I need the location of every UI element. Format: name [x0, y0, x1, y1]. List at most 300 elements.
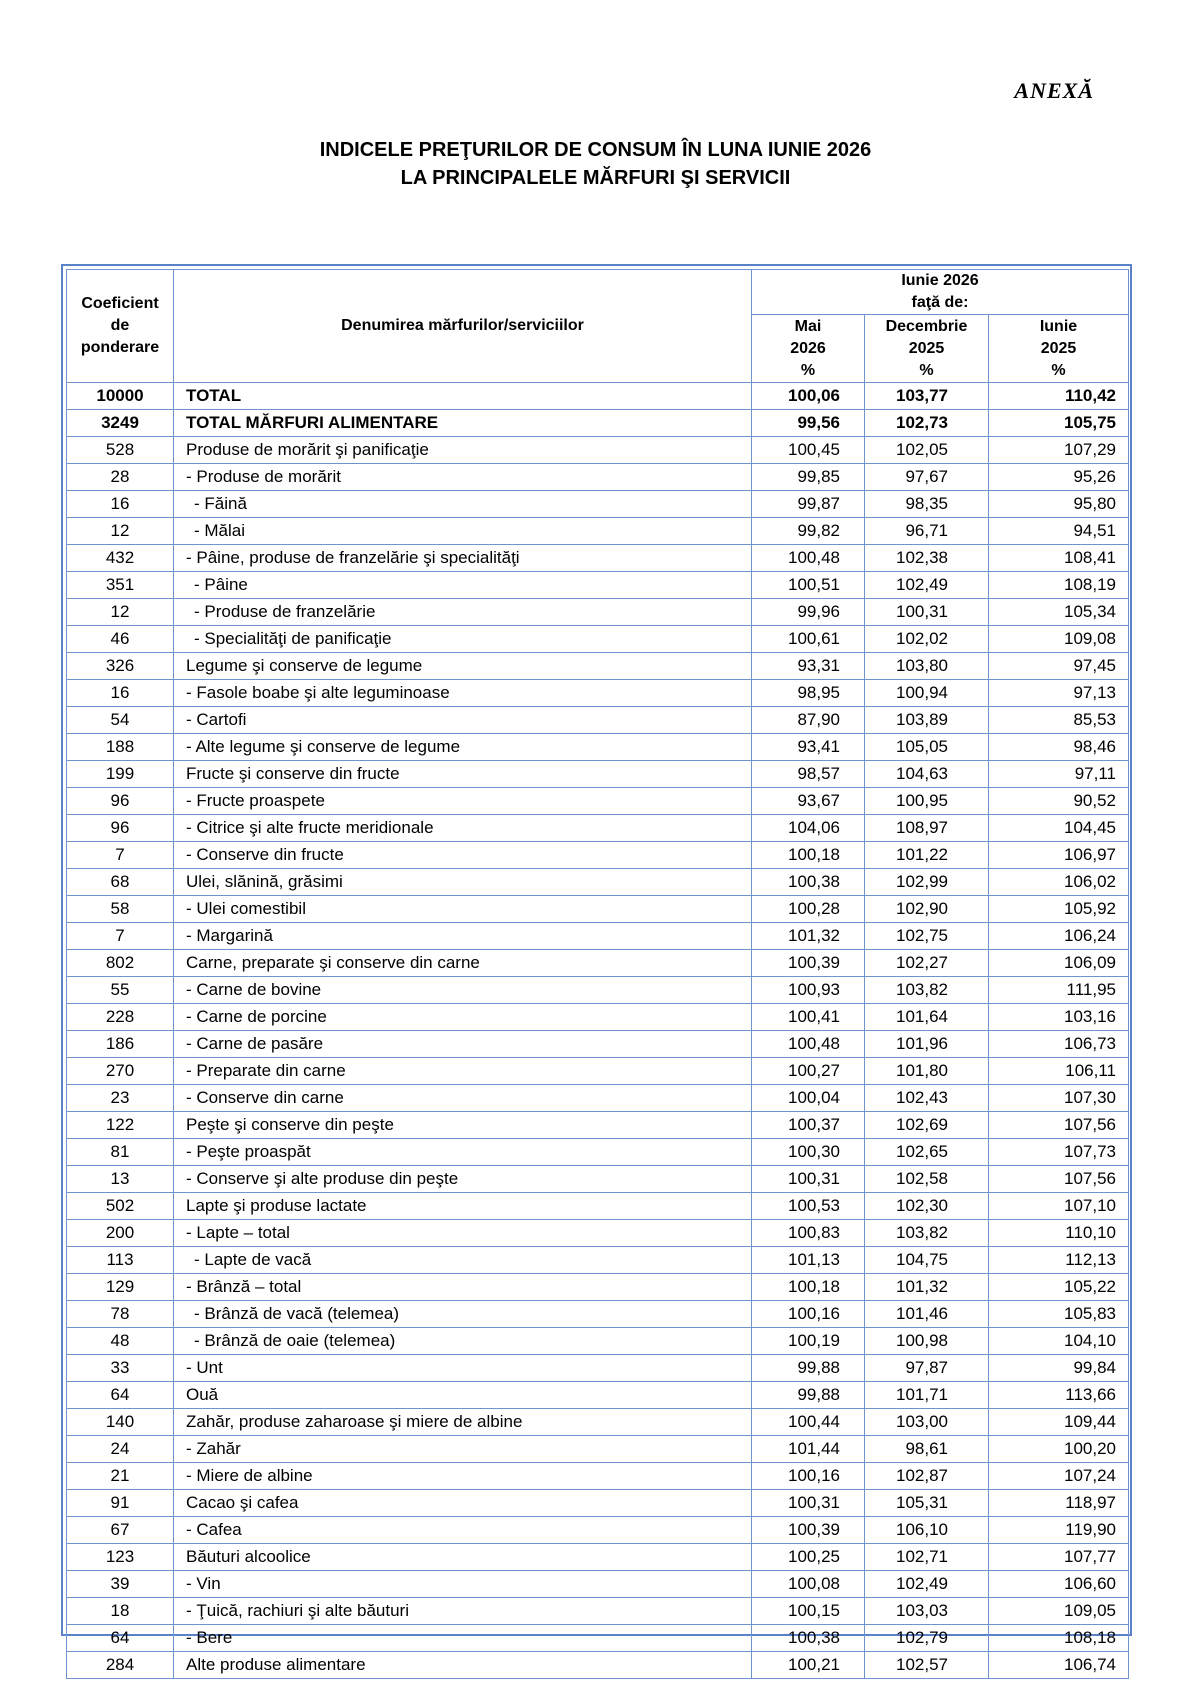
index-june-cell: 105,92: [989, 896, 1129, 923]
index-december-cell: 102,65: [865, 1139, 989, 1166]
header-col-december: [865, 315, 989, 383]
title-line-1: INDICELE PREŢURILOR DE CONSUM ÎN LUNA IUNIE 2026: [319, 139, 872, 161]
index-june-cell: 107,29: [989, 437, 1129, 464]
index-june-cell: 105,83: [989, 1301, 1129, 1328]
index-may-cell: 100,61: [752, 626, 865, 653]
header-col-june-line-2: 2025: [1040, 339, 1077, 357]
weight-cell: 18: [67, 1598, 174, 1625]
index-june-cell: 106,24: [989, 923, 1129, 950]
weight-cell: 432: [67, 545, 174, 572]
index-may-cell: 100,25: [752, 1544, 865, 1571]
header-col-june-line-1: Iunie: [1039, 317, 1078, 335]
index-december-cell: 102,30: [865, 1193, 989, 1220]
index-may-cell: 100,31: [752, 1490, 865, 1517]
table-row: [67, 1247, 1129, 1274]
index-december-cell: 104,63: [865, 761, 989, 788]
index-may-cell: 100,44: [752, 1409, 865, 1436]
index-may-cell: 100,18: [752, 1274, 865, 1301]
item-name-cell: - Fructe proaspete: [174, 788, 752, 815]
table-row: [67, 896, 1129, 923]
index-june-cell: 107,73: [989, 1139, 1129, 1166]
index-june-cell: 105,75: [989, 410, 1129, 437]
index-may-cell: 100,39: [752, 950, 865, 977]
index-june-cell: 100,20: [989, 1436, 1129, 1463]
index-december-cell: 103,80: [865, 653, 989, 680]
weight-cell: 200: [67, 1220, 174, 1247]
item-name-cell: - Carne de bovine: [174, 977, 752, 1004]
index-may-cell: 100,28: [752, 896, 865, 923]
weight-cell: 91: [67, 1490, 174, 1517]
item-name-cell: - Brânză – total: [174, 1274, 752, 1301]
weight-cell: 12: [67, 599, 174, 626]
index-december-cell: 102,90: [865, 896, 989, 923]
item-name-cell: - Cafea: [174, 1517, 752, 1544]
item-name-cell: - Ulei comestibil: [174, 896, 752, 923]
table-row: [67, 1004, 1129, 1031]
index-december-cell: 97,67: [865, 464, 989, 491]
item-name-cell: - Brânză de vacă (telemea): [174, 1301, 752, 1328]
index-december-cell: 102,58: [865, 1166, 989, 1193]
table-row: [67, 1328, 1129, 1355]
index-june-cell: 105,22: [989, 1274, 1129, 1301]
item-name-cell: - Pâine, produse de franzelărie şi specialităţi: [174, 545, 752, 572]
index-may-cell: 100,16: [752, 1301, 865, 1328]
item-name-cell: Carne, preparate şi conserve din carne: [174, 950, 752, 977]
header-col-june: [989, 315, 1129, 383]
index-may-cell: 100,15: [752, 1598, 865, 1625]
header-weight-line-2: de: [110, 317, 130, 334]
item-name-cell: Alte produse alimentare: [174, 1652, 752, 1679]
index-june-cell: 107,30: [989, 1085, 1129, 1112]
item-name-cell: - Miere de albine: [174, 1463, 752, 1490]
weight-cell: 10000: [67, 383, 174, 410]
item-name-cell: - Zahăr: [174, 1436, 752, 1463]
index-december-cell: 102,73: [865, 410, 989, 437]
weight-cell: 64: [67, 1382, 174, 1409]
index-may-cell: 100,39: [752, 1517, 865, 1544]
index-june-cell: 99,84: [989, 1355, 1129, 1382]
item-name-cell: - Preparate din carne: [174, 1058, 752, 1085]
index-may-cell: 99,87: [752, 491, 865, 518]
index-may-cell: 100,16: [752, 1463, 865, 1490]
item-name-cell: - Citrice şi alte fructe meridionale: [174, 815, 752, 842]
index-december-cell: 103,89: [865, 707, 989, 734]
table-row: [67, 1058, 1129, 1085]
table-row: [67, 572, 1129, 599]
index-june-cell: 95,80: [989, 491, 1129, 518]
index-june-cell: 119,90: [989, 1517, 1129, 1544]
weight-cell: 54: [67, 707, 174, 734]
index-december-cell: 98,61: [865, 1436, 989, 1463]
index-may-cell: 99,85: [752, 464, 865, 491]
index-june-cell: 95,26: [989, 464, 1129, 491]
item-name-cell: - Cartofi: [174, 707, 752, 734]
index-may-cell: 100,18: [752, 842, 865, 869]
index-june-cell: 109,05: [989, 1598, 1129, 1625]
table-row: [67, 545, 1129, 572]
header-name: Denumirea mărfurilor/serviciilor: [174, 270, 752, 383]
index-december-cell: 101,71: [865, 1382, 989, 1409]
index-june-cell: 106,74: [989, 1652, 1129, 1679]
item-name-cell: - Vin: [174, 1571, 752, 1598]
index-june-cell: 90,52: [989, 788, 1129, 815]
item-name-cell: - Mălai: [174, 518, 752, 545]
item-name-cell: - Alte legume şi conserve de legume: [174, 734, 752, 761]
table-row: [67, 1274, 1129, 1301]
weight-cell: 140: [67, 1409, 174, 1436]
weight-cell: 186: [67, 1031, 174, 1058]
header-col-may-line-2: 2026: [790, 339, 826, 357]
weight-cell: 46: [67, 626, 174, 653]
index-may-cell: 100,45: [752, 437, 865, 464]
index-may-cell: 87,90: [752, 707, 865, 734]
index-june-cell: 94,51: [989, 518, 1129, 545]
index-june-cell: 85,53: [989, 707, 1129, 734]
weight-cell: 123: [67, 1544, 174, 1571]
table-row: [67, 1139, 1129, 1166]
weight-cell: 284: [67, 1652, 174, 1679]
weight-cell: 199: [67, 761, 174, 788]
index-may-cell: 100,06: [752, 383, 865, 410]
index-december-cell: 102,02: [865, 626, 989, 653]
index-december-cell: 105,31: [865, 1490, 989, 1517]
index-december-cell: 100,98: [865, 1328, 989, 1355]
index-december-cell: 102,57: [865, 1652, 989, 1679]
index-june-cell: 112,13: [989, 1247, 1129, 1274]
index-december-cell: 103,77: [865, 383, 989, 410]
weight-cell: 502: [67, 1193, 174, 1220]
index-june-cell: 106,73: [989, 1031, 1129, 1058]
item-name-cell: - Brânză de oaie (telemea): [174, 1328, 752, 1355]
weight-cell: 28: [67, 464, 174, 491]
item-name-cell: - Carne de pasăre: [174, 1031, 752, 1058]
index-june-cell: 107,56: [989, 1112, 1129, 1139]
weight-cell: 270: [67, 1058, 174, 1085]
index-may-cell: 99,88: [752, 1355, 865, 1382]
index-may-cell: 100,08: [752, 1571, 865, 1598]
table-row: [67, 923, 1129, 950]
weight-cell: 7: [67, 842, 174, 869]
weight-cell: 55: [67, 977, 174, 1004]
header-weight: [67, 270, 174, 383]
item-name-cell: Produse de morărit şi panificaţie: [174, 437, 752, 464]
index-may-cell: 100,04: [752, 1085, 865, 1112]
index-december-cell: 101,64: [865, 1004, 989, 1031]
table-row: [67, 626, 1129, 653]
table-row: [67, 1301, 1129, 1328]
index-june-cell: 111,95: [989, 977, 1129, 1004]
header-col-december-line-1: Decembrie: [885, 317, 968, 335]
index-may-cell: 100,37: [752, 1112, 865, 1139]
header-col-may-line-3: %: [800, 361, 816, 379]
weight-cell: 13: [67, 1166, 174, 1193]
index-december-cell: 102,75: [865, 923, 989, 950]
index-may-cell: 100,93: [752, 977, 865, 1004]
index-june-cell: 107,24: [989, 1463, 1129, 1490]
index-june-cell: 113,66: [989, 1382, 1129, 1409]
index-may-cell: 98,57: [752, 761, 865, 788]
item-name-cell: - Produse de franzelărie: [174, 599, 752, 626]
index-december-cell: 102,38: [865, 545, 989, 572]
table-body: [67, 383, 1129, 1679]
index-may-cell: 100,30: [752, 1139, 865, 1166]
index-may-cell: 101,32: [752, 923, 865, 950]
item-name-cell: - Bere: [174, 1625, 752, 1652]
index-december-cell: 103,82: [865, 1220, 989, 1247]
item-name-cell: - Lapte de vacă: [174, 1247, 752, 1274]
weight-cell: 3249: [67, 410, 174, 437]
table-row: [67, 707, 1129, 734]
table-row: [67, 1193, 1129, 1220]
index-june-cell: 109,08: [989, 626, 1129, 653]
index-december-cell: 101,46: [865, 1301, 989, 1328]
table-row: [67, 1571, 1129, 1598]
table-frame: [61, 264, 1132, 1674]
index-june-cell: 97,11: [989, 761, 1129, 788]
item-name-cell: Lapte şi produse lactate: [174, 1193, 752, 1220]
index-may-cell: 93,67: [752, 788, 865, 815]
table-row: [67, 680, 1129, 707]
table-row: [67, 869, 1129, 896]
table-row: [67, 653, 1129, 680]
index-june-cell: 106,02: [989, 869, 1129, 896]
table-row: [67, 437, 1129, 464]
index-may-cell: 100,53: [752, 1193, 865, 1220]
index-june-cell: 107,10: [989, 1193, 1129, 1220]
index-june-cell: 106,60: [989, 1571, 1129, 1598]
weight-cell: 802: [67, 950, 174, 977]
table-row: [67, 1625, 1129, 1652]
index-may-cell: 104,06: [752, 815, 865, 842]
index-may-cell: 99,88: [752, 1382, 865, 1409]
index-december-cell: 97,87: [865, 1355, 989, 1382]
item-name-cell: Cacao şi cafea: [174, 1490, 752, 1517]
item-name-cell: Ouă: [174, 1382, 752, 1409]
index-june-cell: 104,45: [989, 815, 1129, 842]
item-name-cell: - Conserve şi alte produse din peşte: [174, 1166, 752, 1193]
item-name-cell: - Unt: [174, 1355, 752, 1382]
table-row: [67, 734, 1129, 761]
index-june-cell: 107,56: [989, 1166, 1129, 1193]
header-group-line-1: Iunie 2026: [901, 272, 979, 290]
table-row: [67, 815, 1129, 842]
table-row: [67, 1544, 1129, 1571]
header-group-line-2: faţă de:: [911, 294, 969, 312]
index-may-cell: 100,51: [752, 572, 865, 599]
index-december-cell: 102,49: [865, 1571, 989, 1598]
weight-cell: 81: [67, 1139, 174, 1166]
index-december-cell: 101,96: [865, 1031, 989, 1058]
table-row: [67, 410, 1129, 437]
table-row: [67, 842, 1129, 869]
index-may-cell: 100,48: [752, 1031, 865, 1058]
index-june-cell: 106,97: [989, 842, 1129, 869]
index-may-cell: 101,13: [752, 1247, 865, 1274]
index-december-cell: 98,35: [865, 491, 989, 518]
weight-cell: 16: [67, 491, 174, 518]
item-name-cell: - Produse de morărit: [174, 464, 752, 491]
header-col-may-line-1: Mai: [794, 317, 822, 335]
item-name-cell: Ulei, slănină, grăsimi: [174, 869, 752, 896]
index-june-cell: 108,41: [989, 545, 1129, 572]
table-row: [67, 1220, 1129, 1247]
table-row: [67, 950, 1129, 977]
index-june-cell: 106,11: [989, 1058, 1129, 1085]
header-group: [752, 270, 1129, 315]
cpi-table: [66, 269, 1129, 1679]
item-name-cell: - Specialităţi de panificaţie: [174, 626, 752, 653]
table-row: [67, 1517, 1129, 1544]
index-june-cell: 108,18: [989, 1625, 1129, 1652]
weight-cell: 7: [67, 923, 174, 950]
index-june-cell: 108,19: [989, 572, 1129, 599]
header-col-december-line-3: %: [919, 361, 934, 379]
weight-cell: 12: [67, 518, 174, 545]
index-december-cell: 102,43: [865, 1085, 989, 1112]
page-title: [0, 136, 1191, 192]
index-december-cell: 102,99: [865, 869, 989, 896]
item-name-cell: - Peşte proaspăt: [174, 1139, 752, 1166]
table-row: [67, 1598, 1129, 1625]
weight-cell: 188: [67, 734, 174, 761]
weight-cell: 96: [67, 815, 174, 842]
item-name-cell: TOTAL MĂRFURI ALIMENTARE: [174, 410, 752, 437]
item-name-cell: Legume şi conserve de legume: [174, 653, 752, 680]
table-row: [67, 1166, 1129, 1193]
index-may-cell: 100,19: [752, 1328, 865, 1355]
header-col-may: [752, 315, 865, 383]
weight-cell: 326: [67, 653, 174, 680]
index-may-cell: 100,21: [752, 1652, 865, 1679]
weight-cell: 129: [67, 1274, 174, 1301]
index-june-cell: 118,97: [989, 1490, 1129, 1517]
table-row: [67, 491, 1129, 518]
index-june-cell: 107,77: [989, 1544, 1129, 1571]
index-december-cell: 104,75: [865, 1247, 989, 1274]
index-december-cell: 102,05: [865, 437, 989, 464]
table-row: [67, 788, 1129, 815]
item-name-cell: TOTAL: [174, 383, 752, 410]
item-name-cell: - Lapte – total: [174, 1220, 752, 1247]
weight-cell: 16: [67, 680, 174, 707]
index-may-cell: 99,56: [752, 410, 865, 437]
weight-cell: 64: [67, 1625, 174, 1652]
annex-label: ANEXĂ: [1014, 78, 1094, 103]
header-weight-line-3: ponderare: [80, 339, 160, 356]
table-row: [67, 1112, 1129, 1139]
index-june-cell: 105,34: [989, 599, 1129, 626]
item-name-cell: - Ţuică, rachiuri şi alte băuturi: [174, 1598, 752, 1625]
index-june-cell: 103,16: [989, 1004, 1129, 1031]
index-june-cell: 106,09: [989, 950, 1129, 977]
index-may-cell: 101,44: [752, 1436, 865, 1463]
title-line-2: LA PRINCIPALELE MĂRFURI ŞI SERVICII: [400, 167, 791, 189]
index-december-cell: 101,32: [865, 1274, 989, 1301]
table-row: [67, 1490, 1129, 1517]
weight-cell: 113: [67, 1247, 174, 1274]
weight-cell: 48: [67, 1328, 174, 1355]
weight-cell: 21: [67, 1463, 174, 1490]
item-name-cell: - Fasole boabe şi alte leguminoase: [174, 680, 752, 707]
index-december-cell: 102,27: [865, 950, 989, 977]
table-row: [67, 1031, 1129, 1058]
index-december-cell: 102,79: [865, 1625, 989, 1652]
table-row: [67, 1652, 1129, 1679]
weight-cell: 228: [67, 1004, 174, 1031]
index-may-cell: 100,38: [752, 1625, 865, 1652]
header-col-december-line-2: 2025: [908, 339, 945, 357]
weight-cell: 67: [67, 1517, 174, 1544]
header-col-june-line-3: %: [1051, 361, 1066, 379]
index-june-cell: 97,13: [989, 680, 1129, 707]
weight-cell: 23: [67, 1085, 174, 1112]
item-name-cell: - Conserve din fructe: [174, 842, 752, 869]
table-row: [67, 464, 1129, 491]
index-december-cell: 102,69: [865, 1112, 989, 1139]
item-name-cell: - Conserve din carne: [174, 1085, 752, 1112]
table-row: [67, 1436, 1129, 1463]
table-row: [67, 761, 1129, 788]
index-december-cell: 103,00: [865, 1409, 989, 1436]
table-row: [67, 977, 1129, 1004]
index-may-cell: 98,95: [752, 680, 865, 707]
table-row: [67, 599, 1129, 626]
weight-cell: 39: [67, 1571, 174, 1598]
weight-cell: 33: [67, 1355, 174, 1382]
index-december-cell: 100,31: [865, 599, 989, 626]
index-december-cell: 106,10: [865, 1517, 989, 1544]
item-name-cell: Fructe şi conserve din fructe: [174, 761, 752, 788]
index-december-cell: 105,05: [865, 734, 989, 761]
index-december-cell: 96,71: [865, 518, 989, 545]
table-row: [67, 1382, 1129, 1409]
index-may-cell: 93,41: [752, 734, 865, 761]
index-december-cell: 101,22: [865, 842, 989, 869]
weight-cell: 96: [67, 788, 174, 815]
item-name-cell: Peşte şi conserve din peşte: [174, 1112, 752, 1139]
index-december-cell: 102,71: [865, 1544, 989, 1571]
index-june-cell: 110,42: [989, 383, 1129, 410]
index-june-cell: 98,46: [989, 734, 1129, 761]
index-december-cell: 103,03: [865, 1598, 989, 1625]
table-row: [67, 1085, 1129, 1112]
table-row: [67, 1355, 1129, 1382]
weight-cell: 122: [67, 1112, 174, 1139]
weight-cell: 78: [67, 1301, 174, 1328]
header-weight-line-1: Coeficient: [81, 295, 159, 312]
index-may-cell: 100,38: [752, 869, 865, 896]
table-row: [67, 383, 1129, 410]
weight-cell: 24: [67, 1436, 174, 1463]
index-december-cell: 100,95: [865, 788, 989, 815]
index-june-cell: 109,44: [989, 1409, 1129, 1436]
index-december-cell: 101,80: [865, 1058, 989, 1085]
table-row: [67, 1463, 1129, 1490]
weight-cell: 528: [67, 437, 174, 464]
index-may-cell: 100,83: [752, 1220, 865, 1247]
index-may-cell: 99,96: [752, 599, 865, 626]
index-may-cell: 100,27: [752, 1058, 865, 1085]
item-name-cell: Băuturi alcoolice: [174, 1544, 752, 1571]
index-december-cell: 100,94: [865, 680, 989, 707]
index-may-cell: 99,82: [752, 518, 865, 545]
index-december-cell: 102,87: [865, 1463, 989, 1490]
index-december-cell: 103,82: [865, 977, 989, 1004]
weight-cell: 58: [67, 896, 174, 923]
index-may-cell: 100,41: [752, 1004, 865, 1031]
index-may-cell: 93,31: [752, 653, 865, 680]
index-december-cell: 108,97: [865, 815, 989, 842]
